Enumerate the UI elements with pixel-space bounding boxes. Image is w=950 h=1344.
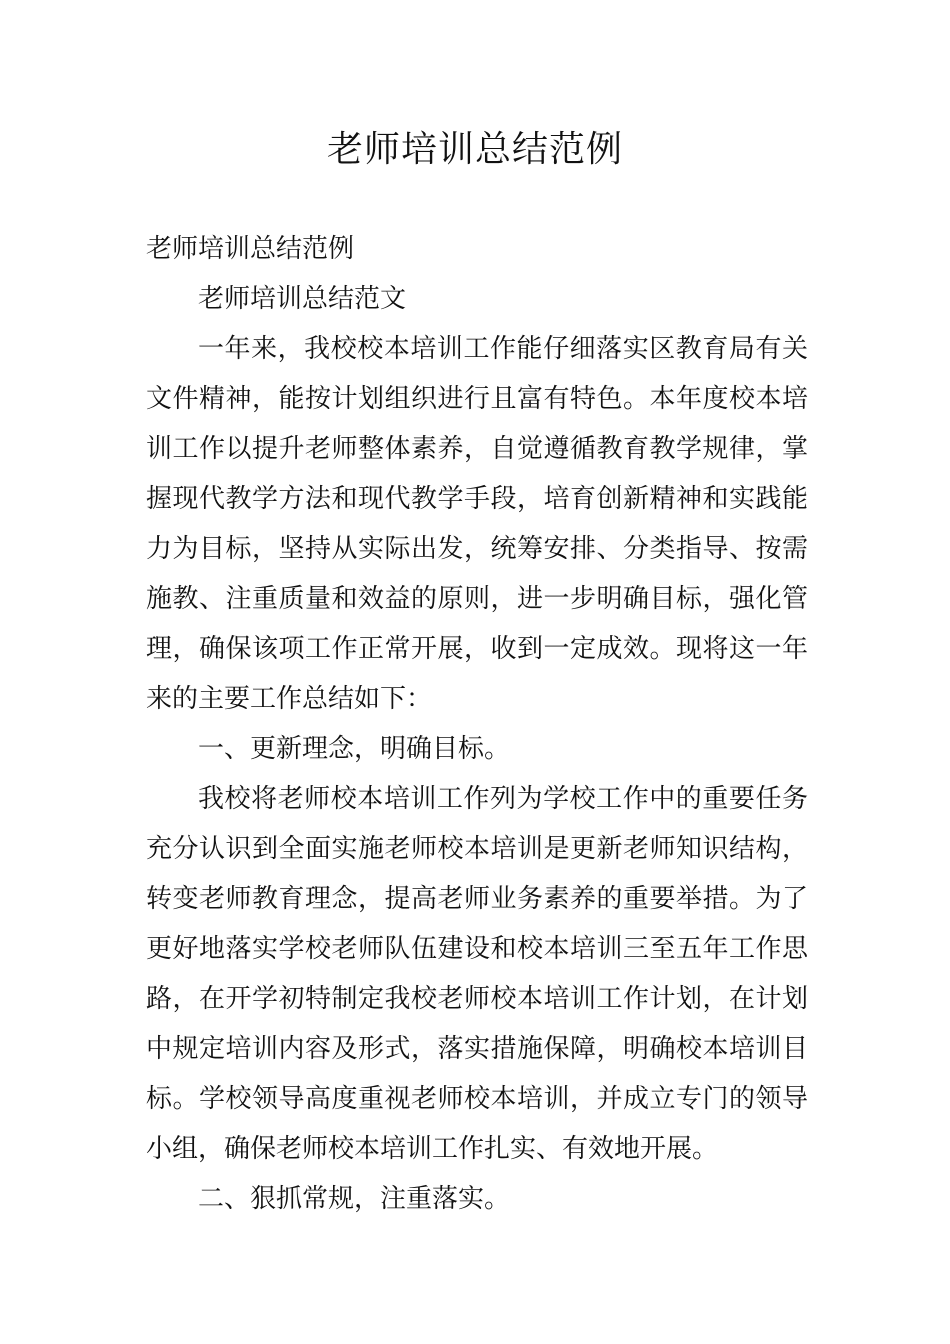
document-title: 老师培训总结范例 bbox=[326, 129, 623, 170]
intro-paragraph: 一年来，我校校本培训工作能仔细落实区教育局有关文件精神，能按计划组织进行且富有特色。本年度校本培训工作以提升老师整体素养，自觉遵循教育教学规律，掌握现代教学方法和现代教学手段，培育创新精神和实践能力为目标，坚持从实际出发，统筹安排、分类指导、按需施教、注重质量和效益的原则，进一步明确目标，强化管理，确保该项工作正常开展，收到一定成效。现将这一年来的主要工作总结如下： bbox=[146, 334, 808, 714]
section-heading-1: 一、更新理念，明确目标。 bbox=[198, 734, 511, 764]
section-heading-fanwen: 老师培训总结范文 bbox=[198, 284, 407, 314]
section-1-paragraph: 我校将老师校本培训工作列为学校工作中的重要任务充分认识到全面实施老师校本培训是更新老师知识结构，转变老师教育理念，提高老师业务素养的重要举措。为了更好地落实学校老师队伍建设和校本培训三至五年工作思路，在开学初特制定我校老师校本培训工作计划，在计划中规定培训内容及形式，落实措施保障，明确校本培训目标。学校领导高度重视老师校本培训，并成立专门的领导小组，确保老师校本培训工作扎实、有效地开展。 bbox=[146, 784, 808, 1164]
section-heading-2: 二、狠抓常规，注重落实。 bbox=[198, 1184, 511, 1214]
document-subtitle: 老师培训总结范例 bbox=[146, 234, 355, 264]
document-body bbox=[146, 224, 808, 1224]
